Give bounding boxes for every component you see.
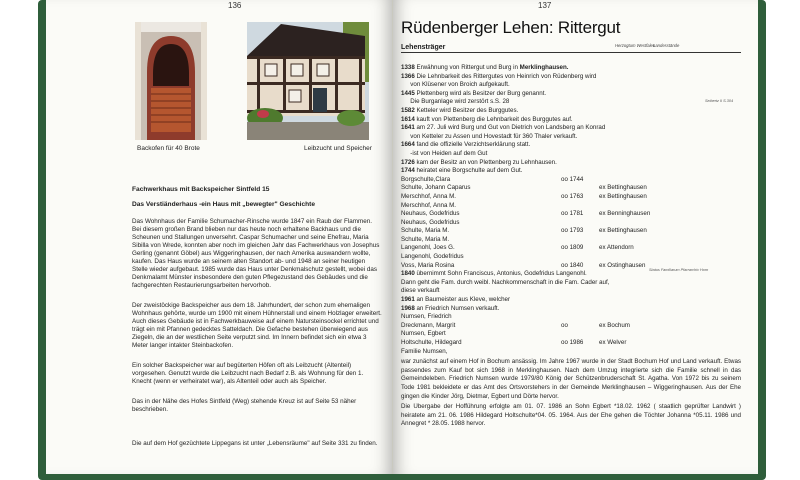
chronology-row [401, 124, 741, 133]
numsen-row [401, 322, 741, 331]
left-page [46, 0, 393, 474]
page-title: Rüdenberger Lehen: Rittergut [401, 18, 621, 37]
numsen-list [401, 313, 741, 347]
chronology-text: Ketteler wird Besitzer des Burggutes. [416, 106, 519, 114]
numsen-row-name: Numsen, Egbert [401, 330, 446, 338]
chronology-text: heiratet eine Borgschulte auf dem Gut. [416, 167, 523, 175]
chronology-text: kauft von Plettenberg die Lehnbarkeit des Burggutes auf. [416, 115, 573, 123]
genealogy-row-name: Schulte, Johann Caparus [401, 184, 471, 192]
chronology-text: Erwähnung von Rittergut und Burg in [416, 64, 520, 71]
chronology-text: fand die offizielle Verzichtserklärung statt. [416, 141, 531, 149]
genealogy-row-name: Schulte, Maria M. [401, 227, 450, 235]
chronology-indent [401, 133, 410, 140]
numsen-row-place: ex Welver [599, 339, 627, 346]
chronology-year: 1744 [401, 167, 417, 175]
genealogy-row-name: Voss, Maria Rosina [401, 261, 455, 269]
chronology-year: 1338 [401, 64, 417, 71]
genealogy-row-name: Borgschulte,Clara [401, 175, 451, 183]
later-event-year: 1840 [401, 270, 417, 278]
chronology-text: Plettenberg wird als Besitzer der Burg genannt. [416, 89, 547, 97]
genealogy-row [401, 236, 741, 245]
genealogy-row [401, 253, 741, 262]
chronology-year: 1641 [401, 124, 417, 132]
numsen-row-oo: oo [561, 321, 568, 329]
backofen-photo [135, 22, 207, 140]
genealogy-row-place: ex Benninghausen [599, 210, 651, 218]
chronology-row [401, 150, 741, 159]
genealogy-row [401, 184, 741, 193]
subheading-verstiaenderhaus: Das Verstiänderhaus -ein Haus mit „bewegter" Geschichte [132, 201, 316, 208]
family-heading: Familie Numsen, [401, 347, 448, 355]
chronology-row [401, 116, 741, 125]
genealogy-row-oo: oo 1781 [561, 210, 584, 218]
fachwerkhaus-image [247, 22, 369, 140]
chronology-year: 1614 [401, 115, 417, 123]
source-seibertz: Seibertz II S.304 [705, 99, 734, 103]
chronology-row [401, 73, 741, 82]
paragraph-3 [132, 362, 382, 386]
chronology-text: am 27. Juli wird Burg und Gut von Dietrich von Landsberg an Konrad [416, 124, 606, 132]
chronology-text: von Ketteler zu Assen und Hovestadt für 360 Thaler verkauft. [410, 132, 578, 140]
family-paragraph-text: war zunächst auf einem Hof in Bochum ansässig. Im Jahre 1967 wurde in der Stadt Bochum Hof und Land verkauft. Etwas passendes zum Kauf bot sich 1968 in Merklinghausen. Nach dem Umzug integrierte sich die Familie schnell in das Gemeindeleben. Friedrich Numsen wurde 1979/80 König der Schützenbruderschaft St. Agatha. Von 1972 bis zu seinem Tode 1981 bekleidete er das Amt des Ortsvorstehers in der Gemeinde Merklinghausen – Wiggeringhausen. Aus der Ehe gingen die Kinder Jörg, Dietmar, Egbert und Dörte hervor. [401, 358, 741, 400]
numsen-row [401, 339, 741, 348]
chronology-row [401, 98, 741, 107]
later-event-text: Dann geht die Fam. durch weibl. Nachkommenschaft in die Fam. Cader auf, [401, 278, 610, 286]
paragraph-1 [132, 218, 382, 290]
genealogy-row-name: Neuhaus, Godefridus [401, 218, 460, 226]
genealogy-row-name: Langenohl, Joes G. [401, 244, 455, 252]
chronology-row [401, 133, 741, 142]
chronology-indent [401, 150, 410, 157]
caption-leibzucht: Leibzucht und Speicher [304, 145, 372, 152]
paragraph-5-text: Die auf dem Hof gezüchtete Lippegans ist unter „Lebensräume" auf Seite 331 zu finden. [132, 440, 378, 447]
later-event-text: übernimmt Sohn Franciscus, Antonius, Godefridus Langenohl. [416, 270, 587, 278]
chronology-indent [401, 81, 410, 88]
genealogy-row-place: ex Ostinghausen [599, 261, 646, 269]
chronology-text: kam der Besitz an von Plettenberg zu Lehnhausen. [416, 158, 557, 166]
later-event-row [401, 296, 741, 305]
genealogy-list [401, 176, 741, 271]
section-label: Lehensträger [401, 44, 446, 51]
later-events-list [401, 270, 741, 313]
paragraph-2-text: Der zweistöckige Backspeicher aus dem 18. Jahrhundert, der schon zum ehemaligen Wohnhaus gehörte, wurde um 1900 mit einem Hühnerstall und einem Holzlager erweitert. Auch dieses Gebäude ist in Fachwerkbauweise auf einem Natursteinsockel errichtet und trägt ein mit Pfannen gedecktes Satteldach. Die Gefache bestehen überwiegend aus Ziegeln, die an der westlichen Seite verputzt sind. Im Innern befindet sich ein etwa 3 Meter langer intakter Steinbackofen. [132, 302, 382, 349]
section-rule [401, 52, 741, 53]
chronology-row [401, 159, 741, 168]
chronology-block [401, 64, 741, 429]
chronology-year: 1664 [401, 141, 417, 149]
genealogy-row-oo: oo 1840 [561, 261, 584, 269]
genealogy-row-place: ex Attendorn [599, 244, 634, 252]
numsen-row-place: ex Bochum [599, 321, 630, 329]
chronology-row [401, 81, 741, 90]
caption-backofen: Backofen für 40 Brote [137, 145, 200, 152]
later-event-row [401, 287, 741, 296]
genealogy-row [401, 193, 741, 202]
page-number-left: 136 [228, 1, 242, 10]
genealogy-row-oo: oo 1763 [561, 192, 584, 200]
chronology-year: 1726 [401, 158, 417, 166]
chronology-indent [401, 98, 410, 105]
paragraph-3-text: Ein solcher Backspeicher war auf begüterten Höfen oft als Leibzucht (Altenteil) vorgesehen. Genutzt wurde die Leibzucht nach Bedarf z.B. als Wohnung für den 1. Knecht (wenn er verheiratet war), als Altenteil oder auch als Speicher. [132, 362, 364, 385]
genealogy-row-oo: oo 1809 [561, 244, 584, 252]
chronology-row [401, 90, 741, 99]
later-event-row [401, 279, 741, 288]
numsen-row-name: Holtschulte, Hildegard [401, 339, 462, 346]
chronology-bold: Merklinghausen. [519, 64, 569, 71]
leibzucht-photo [247, 22, 369, 140]
genealogy-row [401, 227, 741, 236]
last-paragraph [401, 403, 741, 429]
chronology-row [401, 141, 741, 150]
genealogy-row-place: ex Bettinghausen [599, 192, 647, 200]
genealogy-row-name: Merschhof, Anna M. [401, 192, 457, 200]
source-landesstaende: Landesstände [653, 43, 680, 48]
page-number-right: 137 [538, 1, 552, 10]
genealogy-row-place: ex Bettinghausen [599, 184, 647, 192]
later-event-text: diese verkauft [401, 287, 440, 295]
genealogy-row-name: Langenohl, Godefridus [401, 253, 464, 261]
genealogy-row [401, 210, 741, 219]
paragraph-1-text: Das Wohnhaus der Familie Schumacher-Rinsche wurde 1847 ein Raub der Flammen. Bei diesem großen Brand blieben nur das heute noch erhaltene Backhaus und die Scheunen und Stallungen unversehrt. Caspar Schumacher und seine Ehefrau, Maria Sibilla von Wrede, konnten aber noch im gleichen Jahr das Fachwerkhaus von Josephus Gerling (genannt Göbel) aus Wiggeringhausen, der nach Amerika auswandern wollte, kaufen. Das Haus wurde an seinem alten Standort ab- und 1948 an seiner heutigen Stelle wieder aufgebaut. 1985 wurde das Haus unter Denkmalschutz gestellt, wobei das Denkmalamt Münster insbesondere den guten Pflegezustand des Gebäudes und die fachgerechten Restaurierungsarbeiten hervorhob. [132, 218, 380, 289]
chronology-year: 1366 [401, 72, 417, 80]
later-event-year: 1961 [401, 296, 417, 304]
chronology-list [401, 64, 741, 176]
genealogy-row [401, 244, 741, 253]
genealogy-row [401, 219, 741, 228]
chronology-year: 1445 [401, 89, 417, 97]
chronology-row [401, 167, 741, 176]
paragraph-4 [132, 398, 382, 414]
paragraph-4-text: Das in der Nähe des Hofes Sintfeld (Weg) stehende Kreuz ist auf Seite 53 näher beschrieben. [132, 398, 357, 413]
heading-fachwerkhaus: Fachwerkhaus mit Backspeicher Sintfeld 15 [132, 186, 270, 193]
numsen-row-oo: oo 1986 [561, 339, 584, 346]
chronology-text: -ist von Heiden auf dem Gut [410, 149, 488, 157]
last-paragraph-text: Die Übergabe der Hofführung erfolgte am 01. 07. 1986 an Sohn Egbert *18.02. 1962 ( staatlich geprüfter Landwirt ) heiratete am 21. 06. 1986 Hildegard Holtschulte*04. 05. 1964. Aus der Ehe gehen die Töchter Johanna *05.11. 1986 und Annegret * 28.05. 1988 hervor. [401, 403, 741, 428]
genealogy-row-place: ex Bettinghausen [599, 227, 647, 235]
genealogy-row [401, 176, 741, 185]
numsen-row [401, 313, 741, 322]
genealogy-row-name: Neuhaus, Godefridus [401, 210, 460, 218]
genealogy-row-name: Merschhof, Anna M. [401, 201, 457, 209]
paragraph-2 [132, 302, 382, 350]
numsen-row [401, 330, 741, 339]
genealogy-row-name: Schulte, Maria M. [401, 235, 450, 243]
later-event-year: 1968 [401, 304, 417, 312]
chronology-text: von Klüsener von Broich aufgekauft. [410, 81, 510, 89]
chronology-row [401, 64, 741, 73]
family-paragraph [401, 358, 741, 401]
right-page [393, 0, 758, 474]
later-event-text: an Baumeister aus Kleve, welcher [416, 296, 511, 304]
later-event-row [401, 305, 741, 314]
chronology-text: Die Burganlage wird zerstört s.S. 28 [410, 98, 510, 106]
backofen-image [135, 22, 207, 140]
source-status: Status Familiarum Pfarrarchiv Horn [649, 268, 709, 272]
genealogy-row-oo: oo 1793 [561, 227, 584, 235]
genealogy-row [401, 202, 741, 211]
numsen-row-name: Dreckmann, Margrit [401, 321, 456, 329]
later-event-text: an Friedrich Numsen verkauft. [416, 304, 500, 312]
genealogy-row-oo: oo 1744 [561, 175, 584, 183]
numsen-row-name: Numsen, Friedrich [401, 313, 452, 321]
chronology-text: Die Lehnbarkeit des Rittergutes von Heinrich von Rüdenberg wird [416, 72, 597, 80]
source-herzogtum: Herzogtum Westfalen [615, 43, 656, 48]
paragraph-5 [132, 440, 382, 448]
chronology-year: 1582 [401, 106, 417, 114]
chronology-row [401, 107, 741, 116]
